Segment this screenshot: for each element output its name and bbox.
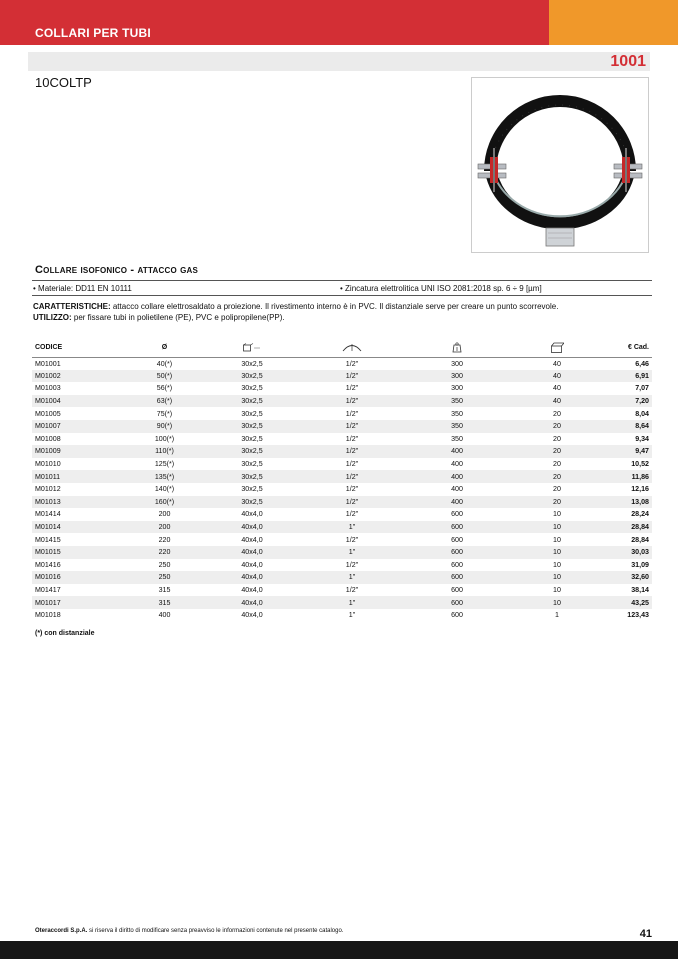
cell-code: M01018	[35, 611, 61, 620]
cell-band: 40x4,0	[207, 571, 297, 584]
cell-price: 9,34	[635, 434, 649, 443]
cell-box: 40	[507, 395, 607, 408]
cell-box: 10	[553, 585, 561, 594]
divider	[32, 295, 652, 296]
cell-thread: 1/2"	[297, 496, 407, 509]
cell-code: M01005	[35, 409, 61, 418]
col-price-header: € Cad.	[607, 338, 652, 357]
cell-load: 400	[451, 485, 463, 494]
cell-diameter: 75(*)	[156, 409, 173, 418]
table-row	[32, 533, 652, 546]
cell-price: 7,07	[635, 384, 649, 393]
page-number: 41	[639, 928, 652, 940]
cell-thread: 1/2"	[345, 434, 359, 443]
cell-band: 30x2,5	[241, 460, 263, 469]
cell-code: M01017	[32, 596, 122, 609]
footer-disclaimer	[35, 928, 344, 934]
cell-box: 10	[553, 560, 561, 569]
cell-price: 6,91	[607, 370, 652, 383]
company-name: Oteraccordi S.p.A.	[35, 928, 88, 934]
table-row	[32, 596, 652, 609]
cell-band: 40x4,0	[241, 611, 263, 620]
cell-code: M01003	[35, 384, 61, 393]
cell-load: 600	[451, 510, 463, 519]
cell-box: 10	[507, 571, 607, 584]
product-code: 10COLTP	[35, 75, 92, 90]
cell-thread: 1/2"	[297, 370, 407, 383]
cell-band: 40x4,0	[241, 535, 263, 544]
cell-thread: 1/2"	[345, 510, 359, 519]
cell-price: 13,08	[607, 496, 652, 509]
pipe-clamp-illustration	[472, 78, 648, 252]
cell-code: M01015	[32, 546, 122, 559]
table-row	[32, 407, 652, 420]
cell-thread: 1/2"	[297, 445, 407, 458]
cell-band: 30x2,5	[207, 395, 297, 408]
cell-band: 30x2,5	[207, 470, 297, 483]
cell-load: 300	[451, 359, 463, 368]
cell-load: 300	[451, 384, 463, 393]
cell-price: 8,64	[607, 420, 652, 433]
cell-code: M01004	[32, 395, 122, 408]
cell-diameter: 90(*)	[122, 420, 207, 433]
cell-load: 600	[451, 535, 463, 544]
cell-thread: 1/2"	[345, 460, 359, 469]
cell-band: 30x2,5	[207, 496, 297, 509]
section-title: COLLARI PER TUBI	[35, 26, 151, 40]
cell-box: 10	[507, 546, 607, 559]
cell-diameter: 125(*)	[154, 460, 175, 469]
thread-attachment-icon	[342, 342, 362, 352]
table-row	[32, 508, 652, 521]
cell-price: 10,52	[631, 460, 649, 469]
cell-box: 10	[507, 521, 607, 534]
cell-band: 30x2,5	[207, 370, 297, 383]
cell-box: 10	[507, 596, 607, 609]
cell-price: 32,60	[607, 571, 652, 584]
cell-price: 6,46	[635, 359, 649, 368]
cell-thread: 1/2"	[345, 535, 359, 544]
cell-band: 30x2,5	[207, 420, 297, 433]
cell-box: 20	[553, 434, 561, 443]
cell-price: 11,86	[607, 470, 652, 483]
footnote: (*) con distanziale	[35, 630, 95, 637]
cell-load: 600	[407, 571, 507, 584]
table-row	[32, 433, 652, 446]
usage-text: per fissare tubi in polietilene (PE), PVC e polipropilene(PP).	[71, 313, 285, 322]
cell-load: 350	[451, 434, 463, 443]
cell-code: M01010	[35, 460, 61, 469]
cell-diameter: 160(*)	[122, 496, 207, 509]
cell-box: 20	[507, 496, 607, 509]
cell-code: M01013	[32, 496, 122, 509]
cell-thread: 1/2"	[297, 395, 407, 408]
cell-price: 9,47	[607, 445, 652, 458]
cell-diameter: 315	[122, 596, 207, 609]
cell-load: 600	[451, 560, 463, 569]
cell-load: 600	[407, 521, 507, 534]
cell-diameter: 220	[158, 535, 171, 544]
cell-band: 30x2,5	[241, 384, 263, 393]
page-code-bar	[28, 52, 650, 71]
cell-diameter: 250	[122, 571, 207, 584]
product-table	[32, 338, 652, 621]
cell-price: 28,84	[631, 535, 649, 544]
cell-code: M01011	[32, 470, 122, 483]
table-row	[32, 496, 652, 509]
cell-band: 40x4,0	[207, 546, 297, 559]
cell-code: M01012	[35, 485, 61, 494]
table-row	[32, 445, 652, 458]
cell-band: 40x4,0	[207, 596, 297, 609]
table-row	[32, 584, 652, 597]
cell-box: 20	[507, 470, 607, 483]
cell-thread: 1/2"	[297, 420, 407, 433]
cell-price: 28,84	[607, 521, 652, 534]
table-row	[32, 483, 652, 496]
cell-thread: 1/2"	[297, 470, 407, 483]
col-code-header: CODICE	[32, 338, 122, 357]
cell-band: 40x4,0	[207, 521, 297, 534]
cell-load: 400	[451, 460, 463, 469]
divider	[32, 280, 652, 281]
cell-thread: 1/2"	[345, 409, 359, 418]
cell-diameter: 50(*)	[122, 370, 207, 383]
cell-box: 20	[507, 420, 607, 433]
cell-box: 1	[555, 611, 559, 620]
cell-band: 40x4,0	[241, 510, 263, 519]
product-description	[33, 301, 658, 323]
cell-code: M01009	[32, 445, 122, 458]
page-header	[0, 0, 678, 45]
cell-thread: 1"	[297, 596, 407, 609]
cell-thread: 1/2"	[345, 384, 359, 393]
cell-price: 31,09	[631, 560, 649, 569]
cell-code: M01002	[32, 370, 122, 383]
cell-band: 30x2,5	[241, 485, 263, 494]
cell-thread: 1"	[297, 546, 407, 559]
cell-diameter: 250	[158, 560, 171, 569]
cell-box: 20	[507, 445, 607, 458]
table-row	[32, 546, 652, 559]
cell-price: 7,20	[607, 395, 652, 408]
cell-code: M01417	[35, 585, 61, 594]
box-quantity-icon	[550, 342, 564, 353]
cell-diameter: 315	[158, 585, 171, 594]
cell-code: M01415	[35, 535, 61, 544]
cell-diameter: 135(*)	[122, 470, 207, 483]
table-row	[32, 458, 652, 471]
product-title: Collare isofonico - attacco gas	[35, 264, 199, 276]
cell-box: 40	[507, 370, 607, 383]
usage-label: UTILIZZO:	[33, 313, 72, 322]
cell-code: M01014	[32, 521, 122, 534]
cell-code: M01007	[32, 420, 122, 433]
cell-box: 40	[553, 384, 561, 393]
cell-band: 30x2,5	[241, 359, 263, 368]
material-spec: • Materiale: DD11 EN 10111	[33, 284, 132, 293]
cell-diameter: 56(*)	[156, 384, 173, 393]
table-row	[32, 470, 652, 483]
cell-box: 10	[553, 535, 561, 544]
cell-band: 40x4,0	[241, 560, 263, 569]
col-load-header	[407, 338, 507, 357]
table-row	[32, 571, 652, 584]
cell-diameter: 110(*)	[122, 445, 207, 458]
table-row	[32, 357, 652, 370]
cell-thread: 1"	[297, 521, 407, 534]
cell-load: 300	[407, 370, 507, 383]
table-row	[32, 559, 652, 572]
col-band-header	[207, 338, 297, 357]
table-row	[32, 370, 652, 383]
product-image	[471, 77, 649, 253]
cell-band: 40x4,0	[241, 585, 263, 594]
cell-price: 28,24	[631, 510, 649, 519]
cell-thread: 1"	[348, 611, 356, 620]
cell-band: 30x2,5	[241, 434, 263, 443]
cell-thread: 1/2"	[345, 359, 359, 368]
cell-thread: 1"	[297, 571, 407, 584]
cell-price: 123,43	[627, 611, 649, 620]
table-row	[32, 521, 652, 534]
cell-price: 8,04	[635, 409, 649, 418]
table-row	[32, 609, 652, 622]
cell-diameter: 200	[122, 521, 207, 534]
cell-load: 350	[407, 420, 507, 433]
cell-thread: 1/2"	[345, 485, 359, 494]
cell-load: 600	[451, 611, 463, 620]
col-thread-header	[297, 338, 407, 357]
cell-box: 20	[553, 460, 561, 469]
cell-band: 30x2,5	[207, 445, 297, 458]
footer-bar	[0, 941, 678, 959]
cell-load: 600	[451, 585, 463, 594]
table-header-row	[32, 338, 652, 357]
cell-price: 30,03	[607, 546, 652, 559]
cell-load: 350	[451, 409, 463, 418]
cell-box: 40	[553, 359, 561, 368]
cell-diameter: 100(*)	[154, 434, 175, 443]
cell-price: 38,14	[631, 585, 649, 594]
cell-load: 600	[407, 596, 507, 609]
cell-code: M01016	[32, 571, 122, 584]
features-label: CARATTERISTICHE:	[33, 302, 111, 311]
col-diameter-header: Ø	[122, 338, 207, 357]
cell-code: M01414	[35, 510, 61, 519]
table-body	[32, 357, 652, 621]
header-orange-band	[549, 0, 678, 45]
coating-spec: • Zincatura elettrolitica UNI ISO 2081:2018 sp. 6 ÷ 9 [µm]	[340, 284, 542, 293]
cell-code: M01001	[35, 359, 61, 368]
cell-diameter: 200	[158, 510, 171, 519]
cell-load: 400	[407, 470, 507, 483]
cell-diameter: 63(*)	[122, 395, 207, 408]
features-text: attacco collare elettrosaldato a proiezione. Il rivestimento interno è in PVC. Il distanziale serve per creare un punto scorrevole.	[110, 302, 559, 311]
features-line	[33, 301, 658, 312]
usage-line	[33, 312, 658, 323]
cell-price: 43,25	[607, 596, 652, 609]
cell-thread: 1/2"	[345, 585, 359, 594]
cell-diameter: 220	[122, 546, 207, 559]
load-weight-icon	[451, 342, 463, 353]
disclaimer-text: si riserva il diritto di modificare senza preavviso le informazioni contenute nel presente catalogo.	[87, 928, 344, 934]
table-row	[32, 382, 652, 395]
cell-load: 400	[407, 496, 507, 509]
cell-band: 30x2,5	[241, 409, 263, 418]
table-row	[32, 420, 652, 433]
cell-box: 20	[553, 409, 561, 418]
cell-load: 350	[407, 395, 507, 408]
cell-code: M01008	[35, 434, 61, 443]
table-row	[32, 395, 652, 408]
cell-box: 20	[553, 485, 561, 494]
cell-price: 12,16	[631, 485, 649, 494]
cell-thread: 1/2"	[345, 560, 359, 569]
cell-load: 400	[407, 445, 507, 458]
cell-load: 600	[407, 546, 507, 559]
col-box-header	[507, 338, 607, 357]
band-profile-icon	[243, 343, 261, 352]
page-code: 1001	[610, 53, 646, 70]
cell-diameter: 140(*)	[154, 485, 175, 494]
cell-code: M01416	[35, 560, 61, 569]
cell-diameter: 400	[158, 611, 171, 620]
cell-diameter: 40(*)	[156, 359, 173, 368]
cell-box: 10	[553, 510, 561, 519]
